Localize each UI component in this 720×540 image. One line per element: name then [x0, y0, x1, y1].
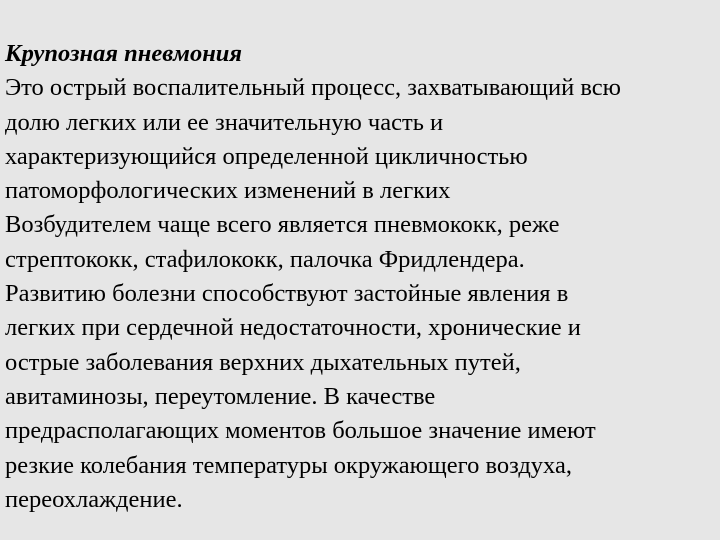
- text-line-5: Возбудителем чаще всего является пневмококк, реже: [5, 211, 560, 239]
- text-block: [5, 37, 715, 517]
- text-line-2: долю легких или ее значительную часть и: [5, 108, 444, 136]
- text-line-12: резкие колебания температуры окружающего воздуха,: [5, 451, 572, 479]
- text-line-6: стрептококк, стафилококк, палочка Фридлендера.: [5, 245, 525, 273]
- text-line-7: Развитию болезни способствуют застойные явления в: [5, 280, 569, 308]
- text-line-11: предрасполагающих моментов большое значение имеют: [5, 417, 596, 445]
- text-line-4: патоморфологических изменений в легких: [5, 177, 451, 205]
- text-line-10: авитаминозы, переутомление. В качестве: [5, 382, 436, 410]
- text-line-8: легких при сердечной недостаточности, хронические и: [5, 314, 581, 342]
- text-line-13: переохлаждение.: [5, 485, 183, 513]
- text-line-1: Это острый воспалительный процесс, захватывающий всю: [5, 74, 621, 102]
- text-line-9: острые заболевания верхних дыхательных путей,: [5, 348, 521, 376]
- text-line-3: характеризующийся определенной цикличностью: [5, 142, 528, 170]
- document-title: Крупозная пневмония: [5, 40, 243, 67]
